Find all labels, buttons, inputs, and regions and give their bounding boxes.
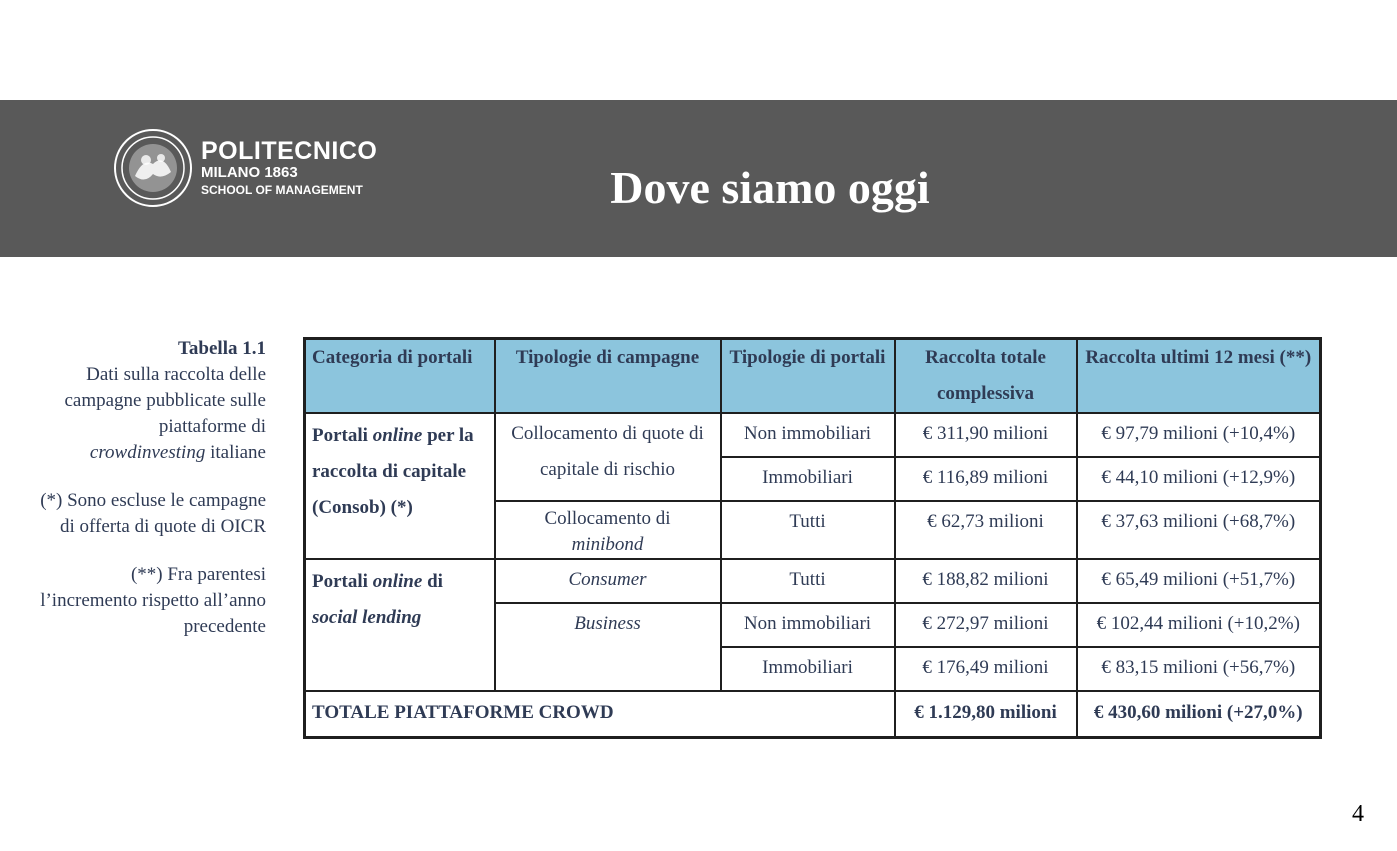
last12-value: € 430,60 milioni (+27,0%) [1077, 691, 1321, 738]
caption-note-2: (**) Fra parentesi l’incremento rispetto all’anno precedente [40, 564, 266, 637]
caption-description: Dati sulla raccolta delle campagne pubblicate sulle piattaforme di crowdinvesting italiane [64, 364, 266, 463]
portal-type: Immobiliari [721, 457, 895, 501]
campaign-minibond: Collocamento di minibond [495, 501, 721, 559]
category-crowdfunding: Portali online per la raccolta di capitale (Consob) (*) [305, 413, 495, 559]
last12-value: € 102,44 milioni (+10,2%) [1077, 603, 1321, 647]
portal-type: Immobiliari [721, 647, 895, 691]
total-value: € 311,90 milioni [895, 413, 1077, 457]
last12-value: € 97,79 milioni (+10,4%) [1077, 413, 1321, 457]
logo-city: MILANO 1863 [201, 164, 298, 181]
campaign-quote-capitale: Collocamento di quote di capitale di rischio [495, 413, 721, 501]
portal-type: Non immobiliari [721, 603, 895, 647]
last12-value: € 65,49 milioni (+51,7%) [1077, 559, 1321, 603]
table-row [305, 559, 1321, 603]
campaign-consumer: Consumer [495, 559, 721, 603]
portal-type: Tutti [721, 559, 895, 603]
total-value: € 272,97 milioni [895, 603, 1077, 647]
total-value: € 176,49 milioni [895, 647, 1077, 691]
table-row [305, 413, 1321, 457]
page-number: 4 [1352, 801, 1364, 827]
category-social-lending: Portali online di social lending [305, 559, 495, 691]
logo-school: SCHOOL OF MANAGEMENT [201, 183, 363, 197]
total-value: € 188,82 milioni [895, 559, 1077, 603]
header-raccolta-12-mesi: Raccolta ultimi 12 mesi (**) [1077, 339, 1321, 414]
last12-value: € 37,63 milioni (+68,7%) [1077, 501, 1321, 559]
table-caption [40, 336, 266, 662]
header-categoria: Categoria di portali [305, 339, 495, 414]
table-header-row [305, 339, 1321, 414]
portal-type: Tutti [721, 501, 895, 559]
caption-note-1: (*) Sono escluse le campagne di offerta di quote di OICR [40, 490, 266, 537]
last12-value: € 44,10 milioni (+12,9%) [1077, 457, 1321, 501]
caption-title: Tabella 1.1 [178, 338, 266, 359]
politecnico-logo [113, 128, 403, 212]
logo-name: POLITECNICO [201, 137, 378, 165]
portal-type: Non immobiliari [721, 413, 895, 457]
header-raccolta-totale: Raccolta totale complessiva [895, 339, 1077, 414]
table-total-row [305, 691, 1321, 738]
total-label: TOTALE PIATTAFORME CROWD [305, 691, 895, 738]
header-tipologie-portali: Tipologie di portali [721, 339, 895, 414]
total-value: € 62,73 milioni [895, 501, 1077, 559]
university-seal-icon [113, 128, 193, 208]
total-value: € 1.129,80 milioni [895, 691, 1077, 738]
page-title: Dove siamo oggi [610, 162, 930, 213]
last12-value: € 83,15 milioni (+56,7%) [1077, 647, 1321, 691]
campaign-business: Business [495, 603, 721, 691]
data-table [303, 337, 1322, 739]
total-value: € 116,89 milioni [895, 457, 1077, 501]
header-tipologie-campagne: Tipologie di campagne [495, 339, 721, 414]
